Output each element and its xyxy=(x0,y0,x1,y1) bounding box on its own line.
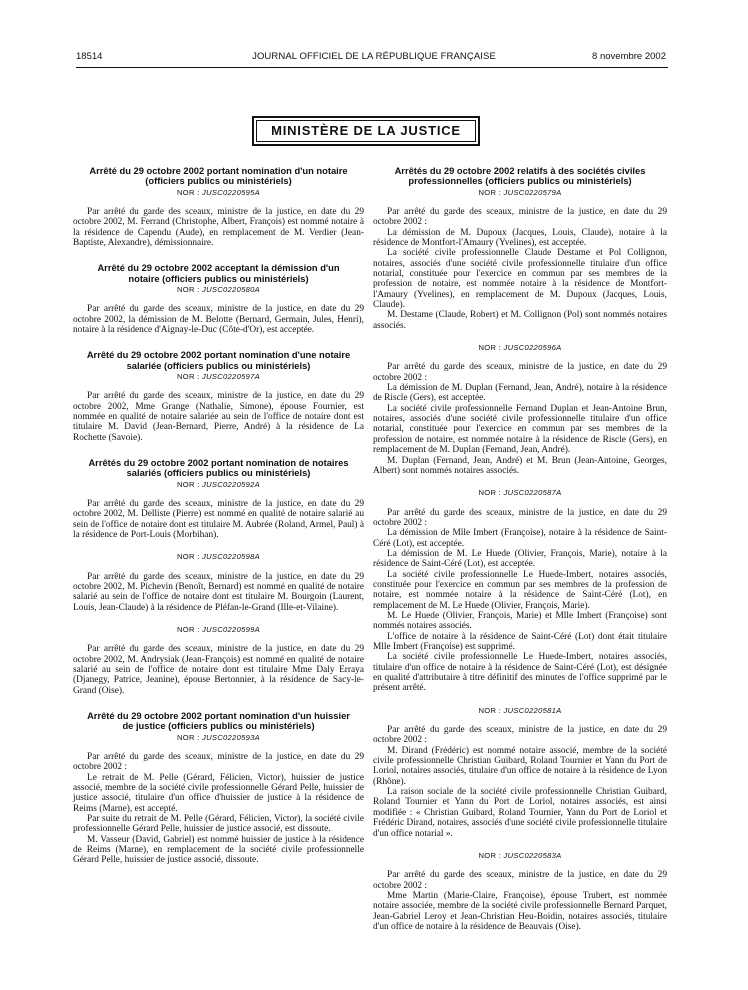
decree-paragraph: La démission de M. Le Huede (Olivier, François, Marie), notaire à la résidence de Saint-Céré (Lot), est acceptée. xyxy=(373,548,667,570)
decree-section xyxy=(73,711,364,866)
decree-paragraph: Par arrêté du garde des sceaux, ministre de la justice, en date du 29 octobre 2002, la démission de M. Belotte (Bernard, Germain, Jules, Henri), notaire à la résidence d'Aignay-le-Duc (Côte-d'Or), est acceptée. xyxy=(73,304,364,335)
page-header xyxy=(0,46,748,62)
nor-prefix: NOR : xyxy=(176,732,202,742)
decree-title: Arrêté du 29 octobre 2002 portant nomination d'un notaire (officiers publics ou ministériels) xyxy=(89,166,348,187)
decree-section xyxy=(73,458,364,696)
nor-code: JUSC0220587A xyxy=(503,488,562,498)
decree-title: Arrêté du 29 octobre 2002 acceptant la démission d'un notaire (officiers publics ou ministériels) xyxy=(97,263,340,284)
decree-section xyxy=(73,263,364,335)
decree-paragraph: Par arrêté du garde des sceaux, ministre de la justice, en date du 29 octobre 2002, M. Pichevin (Benoît, Bernard) est nommé en qualité de notaire salarié au sein de l'office de notaire dont est titulaire M. Bourgoin (Laurent, Louis, Jean-Claude) à la résidence de Pléfan-le-Grand (Ille-et-Vilaine). xyxy=(73,571,364,613)
decree-paragraph: Par arrêté du garde des sceaux, ministre de la justice, en date du 29 octobre 2002, M. Ferrand (Christophe, Albert, François) est nommé notaire à la résidence de Capendu (Aude), en remplacement de M. Verdier (Jean-Baptiste, Alexandre), démissionnaire. xyxy=(73,206,364,248)
nor-prefix: NOR : xyxy=(478,488,504,498)
nor-reference xyxy=(373,488,667,498)
nor-prefix: NOR : xyxy=(478,187,504,197)
nor-code: JUSC0220592A xyxy=(201,479,261,489)
decree-title: Arrêté du 29 octobre 2002 portant nomination d'un huissier de justice (officiers publics ou ministériels) xyxy=(87,711,350,732)
decree-paragraph: Par arrêté du garde des sceaux, ministre de la justice, en date du 29 octobre 2002 : xyxy=(373,725,667,746)
issue-date: 8 novembre 2002 xyxy=(592,51,666,62)
decree-title: Arrêtés du 29 octobre 2002 relatifs à des sociétés civiles professionnelles (officiers publics ou ministériels) xyxy=(394,166,646,187)
decree-paragraph: M. Duplan (Fernand, Jean, André) et M. Brun (Jean-Antoine, Georges, Albert) sont nommés notaires associés. xyxy=(373,455,667,476)
journal-title: JOURNAL OFFICIEL DE LA RÉPUBLIQUE FRANÇAISE xyxy=(252,51,496,62)
nor-prefix: NOR : xyxy=(176,624,202,634)
decree-paragraph: Par suite du retrait de M. Pelle (Gérard, Félicien, Victor), la société civile professionnelle Gérard Pelle, huissier de justice associé, est dissoute. xyxy=(73,814,364,835)
nor-code: JUSC0220580A xyxy=(201,284,261,294)
right-column xyxy=(373,166,667,947)
decree-paragraph: M. Dirand (Frédéric) est nommé notaire associé, membre de la société civile professionnelle Christian Guibard, Roland Tournier et Yann du Port de Loriol, notaires associés, titulaire d'un office de notaire à la résidence de Lyon (Rhône). xyxy=(373,745,667,787)
decree-section xyxy=(73,350,364,443)
decree-title: Arrêtés du 29 octobre 2002 portant nomination de notaires salariés (officiers publics ou ministériels) xyxy=(88,457,349,479)
decree-paragraph: M. Vasseur (David, Gabriel) est nommé huissier de justice à la résidence de Reims (Marne), en remplacement de la société civile professionnelle Gérard Pelle, huissier de justice associé, dissoute. xyxy=(73,834,364,866)
decree-paragraph: M. Destame (Claude, Robert) et M. Collignon (Pol) sont nommés notaires associés. xyxy=(373,310,667,331)
decree-paragraph: La démission de M. Dupoux (Jacques, Louis, Claude), notaire à la résidence de Montfort-l'Amaury (Yvelines), est acceptée. xyxy=(373,227,667,248)
decree-paragraph: Par arrêté du garde des sceaux, ministre de la justice, en date du 29 octobre 2002 : xyxy=(373,507,667,528)
nor-reference xyxy=(73,480,364,490)
nor-reference xyxy=(373,851,667,861)
nor-code: JUSC0220597A xyxy=(201,371,261,381)
nor-reference xyxy=(73,625,364,635)
nor-prefix: NOR : xyxy=(176,187,202,197)
nor-code: JUSC0220581A xyxy=(503,705,562,715)
decree-paragraph: Par arrêté du garde des sceaux, ministre de la justice, en date du 29 octobre 2002 : xyxy=(373,870,667,891)
nor-prefix: NOR : xyxy=(478,705,504,715)
nor-code: JUSC0220595A xyxy=(201,187,261,197)
nor-code: JUSC0220599A xyxy=(201,624,261,634)
nor-prefix: NOR : xyxy=(478,850,504,860)
decree-paragraph: L'office de notaire à la résidence de Saint-Céré (Lot) dont était titulaire Mlle Imbert (Françoise) est supprimé. xyxy=(373,631,667,652)
decree-paragraph: La société civile professionnelle Le Huede-Imbert, notaires associés, constituée pour l'exercice en commun par ses membres de la profession de notaire, est nommée notaire à la résidence de Saint-Céré (Lot), en remplacement de M. Le Huede (Olivier, François, Marie). xyxy=(373,569,667,611)
nor-reference xyxy=(373,706,667,716)
nor-prefix: NOR : xyxy=(176,371,202,381)
decree-title: Arrêté du 29 octobre 2002 portant nomination d'une notaire salariée (officiers publics ou ministériels) xyxy=(86,350,351,371)
nor-reference xyxy=(373,343,667,353)
decree-paragraph: La société civile professionnelle Claude Destame et Pol Collignon, notaires, associés d'une société civile professionnelle titulaire d'un office notarial, constituée pour l'exercice en commun par ses membres de la profession de notaire, est nommée notaire à la résidence de Montfort-l'Amaury (Yvelines), en remplacement de M. Dupoux (Jacques, Louis, Claude). xyxy=(373,248,667,311)
nor-reference xyxy=(73,552,364,562)
decree-paragraph: La démission de M. Duplan (Fernand, Jean, André), notaire à la résidence de Riscle (Gers), est acceptée. xyxy=(373,383,667,404)
nor-prefix: NOR : xyxy=(176,284,202,294)
nor-reference xyxy=(73,285,364,295)
decree-paragraph: Par arrêté du garde des sceaux, ministre de la justice, en date du 29 octobre 2002, M. Delliste (Pierre) est nommé en qualité de notaire salarié au sein de l'office de notaire dont est titulaire M. Aubrée (Roland, Armel, Paul) à la résidence de Port-Louis (Morbihan). xyxy=(73,498,364,540)
nor-code: JUSC0220593A xyxy=(201,732,261,742)
nor-reference xyxy=(373,188,667,198)
left-column xyxy=(73,166,364,881)
ministry-box xyxy=(252,116,480,146)
decree-paragraph: Mme Martin (Marie-Claire, Françoise), épouse Trubert, est nommée notaire associée, membre de la société civile professionnelle Bernard Parquet, Jean-Gabriel Leroy et Jean-Christian Heu-Boidin, notaires associés, titulaire d'un office de notaire à la résidence de Beauvais (Oise). xyxy=(373,890,667,932)
nor-reference xyxy=(73,188,364,198)
decree-paragraph: Par arrêté du garde des sceaux, ministre de la justice, en date du 29 octobre 2002, M. Andrysiak (Jean-François) est nommé en qualité de notaire salarié au sein de l'office de notaire dont est titulaire Mme Daly Erraya (Djanegy, Patrice, Jeanine), épouse Bertonnier, à la résidence de Sacy-le-Grand (Oise). xyxy=(73,644,364,696)
nor-reference xyxy=(73,372,364,382)
nor-prefix: NOR : xyxy=(176,479,202,489)
decree-section xyxy=(73,166,364,248)
header-rule xyxy=(76,67,668,68)
decree-paragraph: Par arrêté du garde des sceaux, ministre de la justice, en date du 29 octobre 2002, Mme Grange (Nathalie, Simone), épouse Fournier, est nommée en qualité de notaire salariée au sein de l'office de notaire dont est titulaire M. David (Jean-Bernard, Pierre, André) à la résidence de La Rochette (Savoie). xyxy=(73,391,364,443)
decree-paragraph: Le retrait de M. Pelle (Gérard, Félicien, Victor), huissier de justice associé, membre de la société civile professionnelle Gérard Pelle, huissier de justice associé, titulaire d'un office d'huissier de justice à la résidence de Reims (Marne), est accepté. xyxy=(73,772,364,814)
nor-code: JUSC0220583A xyxy=(503,850,562,860)
decree-paragraph: Par arrêté du garde des sceaux, ministre de la justice, en date du 29 octobre 2002 : xyxy=(73,751,364,773)
decree-paragraph: La société civile professionnelle Fernand Duplan et Jean-Antoine Brun, notaires, associés d'une société civile professionnelle titulaire d'un office notarial, constituée pour l'exercice en commun par ses membres de la profession de notaire, est nommée notaire à la résidence de Riscle (Gers), en remplacement de M. Duplan (Fernand, Jean, André). xyxy=(373,403,667,456)
nor-prefix: NOR : xyxy=(478,343,504,353)
nor-code: JUSC0220598A xyxy=(201,552,261,562)
decree-section xyxy=(373,166,667,932)
nor-code: JUSC0220579A xyxy=(503,187,562,197)
decree-paragraph: Par arrêté du garde des sceaux, ministre de la justice, en date du 29 octobre 2002 : xyxy=(373,362,667,383)
decree-paragraph: La démission de Mlle Imbert (Françoise), notaire à la résidence de Saint-Céré (Lot), est acceptée. xyxy=(373,528,667,549)
decree-paragraph: M. Le Huede (Olivier, François, Marie) et Mlle Imbert (Françoise) sont nommés notaires associés. xyxy=(373,610,667,632)
ministry-title: MINISTÈRE DE LA JUSTICE xyxy=(256,120,476,142)
decree-paragraph: Par arrêté du garde des sceaux, ministre de la justice, en date du 29 octobre 2002 : xyxy=(373,206,667,228)
nor-reference xyxy=(73,733,364,743)
nor-code: JUSC0220596A xyxy=(503,343,562,353)
decree-paragraph: La société civile professionnelle Le Huede-Imbert, notaires associés, titulaire d'un office de notaire à la résidence de Saint-Céré (Lot), est désignée en qualité d'attributaire à titre définitif des minutes de l'office supprimé par le présent arrêté. xyxy=(373,652,667,694)
nor-prefix: NOR : xyxy=(176,552,202,562)
page-number: 18514 xyxy=(76,51,103,62)
decree-paragraph: La raison sociale de la société civile professionnelle Christian Guibard, Roland Tournier et Yann du Port de Loriol, notaires associés, est ainsi modifiée : « Christian Guibard, Roland Tournier, Yann du Port de Loriol et Frédéric Dirand, notaires, associés d'une société civile professionnelle titulaire d'un office notarial ». xyxy=(373,787,667,839)
